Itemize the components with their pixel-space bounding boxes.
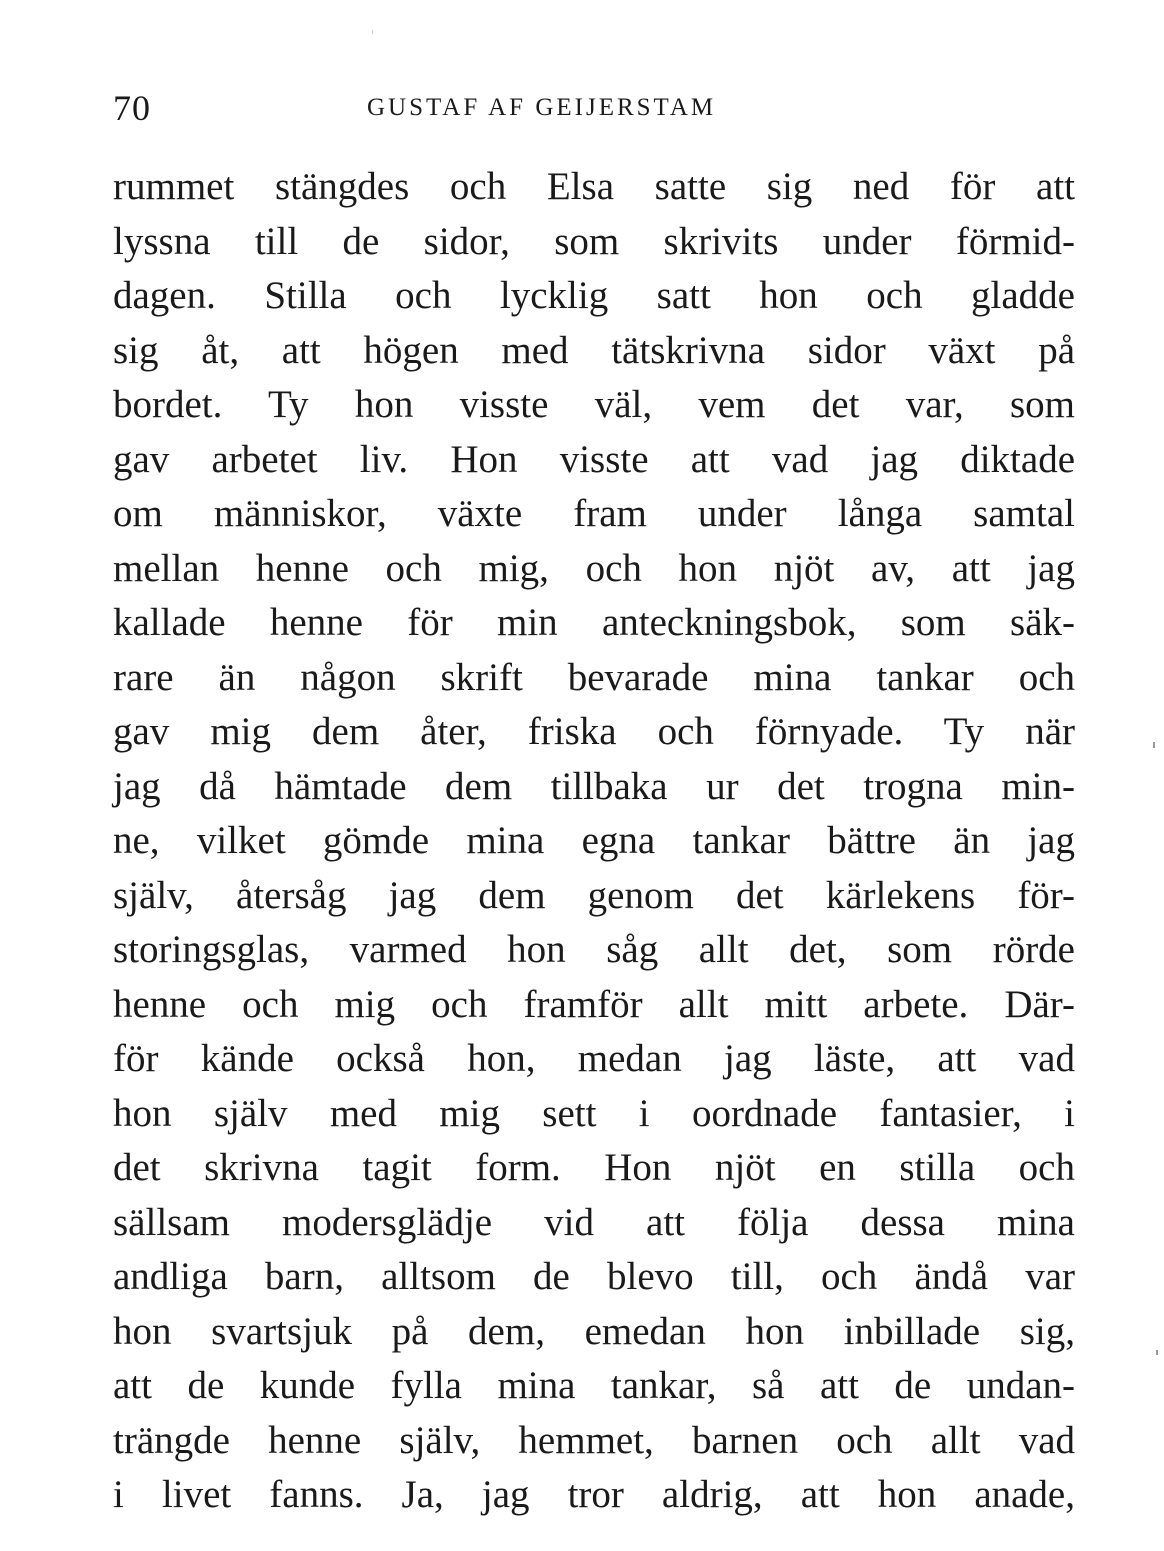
text-line: dagen. Stilla och lycklig satt hon och gladde: [113, 274, 1075, 317]
text-line: henne och mig och framför allt mitt arbete. Där-: [113, 982, 1075, 1026]
text-line: rummet stängdes och Elsa satte sig ned för att: [113, 165, 1075, 208]
text-line: att de kunde fylla mina tankar, så att de undan-: [113, 1364, 1075, 1407]
running-header: [113, 88, 1073, 128]
text-line: trängde henne själv, hemmet, barnen och allt vad: [113, 1418, 1075, 1462]
text-line: hon själv med mig sett i oordnade fantasier, i: [113, 1091, 1075, 1135]
running-title: GUSTAF AF GEIJERSTAM: [367, 94, 717, 121]
text-line: lyssna till de sidor, som skrivits under förmid-: [113, 219, 1075, 263]
text-line: storingsglas, varmed hon såg allt det, som rörde: [113, 928, 1075, 971]
text-line: ne, vilket gömde mina egna tankar bättre än jag: [113, 819, 1075, 862]
scan-speck: [1156, 1350, 1158, 1355]
text-line: gav mig dem åter, friska och förnyade. Ty när: [113, 710, 1075, 753]
text-line: sällsam modersglädje vid att följa dessa mina: [113, 1200, 1075, 1244]
body-text: [113, 160, 1075, 1523]
text-line: själv, återsåg jag dem genom det kärlekens för-: [113, 873, 1075, 917]
text-line: andliga barn, alltsom de blevo till, och ändå var: [113, 1255, 1075, 1298]
text-line: mellan henne och mig, och hon njöt av, att jag: [113, 546, 1075, 590]
text-line: sig åt, att högen med tätskrivna sidor växt på: [113, 328, 1075, 372]
text-line: om människor, växte fram under långa samtal: [113, 492, 1075, 535]
text-line: bordet. Ty hon visste väl, vem det var, som: [113, 383, 1075, 426]
text-line: gav arbetet liv. Hon visste att vad jag diktade: [113, 437, 1075, 481]
text-line: hon svartsjuk på dem, emedan hon inbillade sig,: [113, 1309, 1075, 1353]
scan-speck: [1153, 742, 1155, 748]
text-line: jag då hämtade dem tillbaka ur det trogna min-: [113, 764, 1075, 808]
text-line: i livet fanns. Ja, jag tror aldrig, att hon anade,: [113, 1473, 1075, 1516]
text-line: det skrivna tagit form. Hon njöt en stilla och: [113, 1146, 1075, 1189]
scan-speck: [372, 30, 373, 34]
text-line: rare än någon skrift bevarade mina tankar och: [113, 655, 1075, 699]
page-number: 70: [113, 88, 151, 128]
text-line: för kände också hon, medan jag läste, att vad: [113, 1037, 1075, 1080]
text-line: kallade henne för min anteckningsbok, som säk-: [113, 601, 1075, 644]
